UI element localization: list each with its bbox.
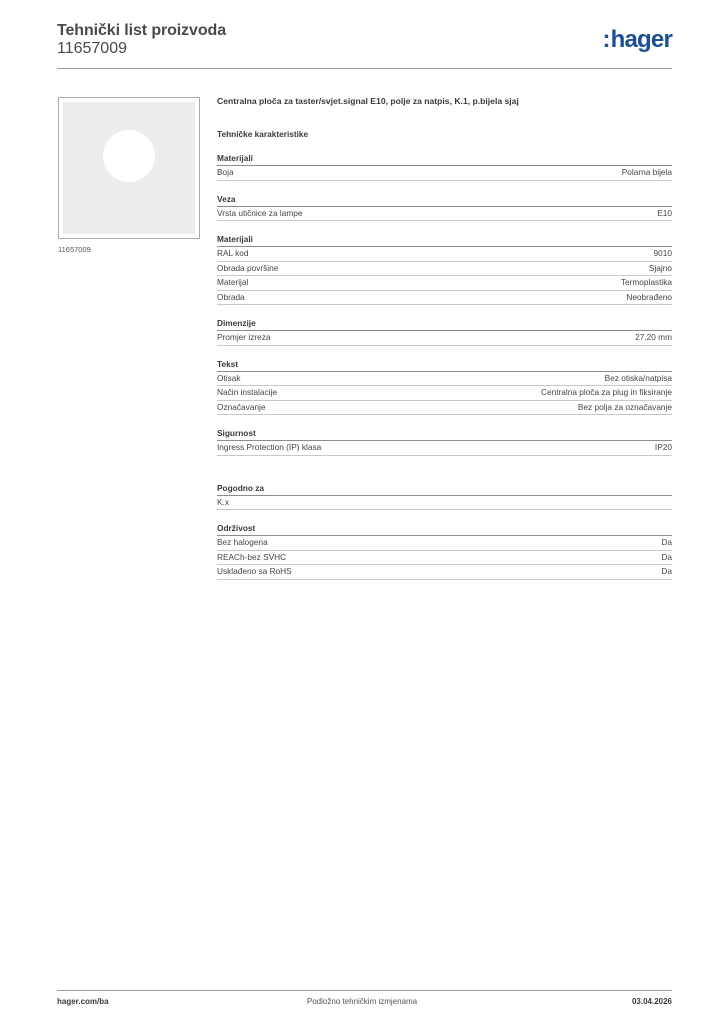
spec-label: Otisak xyxy=(217,372,241,383)
spec-label: Usklađeno sa RoHS xyxy=(217,566,292,576)
footer-website: hager.com/ba xyxy=(57,997,109,1006)
spec-label: Promjer izreza xyxy=(217,332,271,342)
spec-label: Ingress Protection (IP) klasa xyxy=(217,442,322,452)
spec-row xyxy=(217,372,672,387)
spec-label: RAL kod xyxy=(217,248,249,258)
spec-section xyxy=(217,153,672,181)
product-number: 11657009 xyxy=(57,40,127,57)
section-title: Materijali xyxy=(217,234,672,247)
product-image xyxy=(58,97,200,239)
spec-row xyxy=(217,401,672,416)
spec-row xyxy=(217,166,672,181)
logo-text: hager xyxy=(610,26,672,53)
cover-plate-graphic xyxy=(63,102,195,234)
spec-value: Termoplastika xyxy=(620,277,672,287)
product-description: Centralna ploča za taster/svjet.signal E10, polje za natpis, K.1, p.bijela sjaj xyxy=(217,96,519,106)
spec-value: Centralna ploča za plug in fiksiranje xyxy=(541,387,672,397)
spec-value: Neobrađeno xyxy=(626,291,672,302)
spec-value: Da xyxy=(661,566,672,576)
spec-row xyxy=(217,565,672,580)
spec-value: 9010 xyxy=(653,248,672,258)
center-hole-graphic xyxy=(103,130,155,182)
spec-label: REACh-bez SVHC xyxy=(217,551,287,562)
spec-row xyxy=(217,441,672,456)
hager-logo: :hager xyxy=(602,26,672,53)
footer-date: 03.04.2026 xyxy=(631,997,672,1006)
section-title: Dimenzije xyxy=(217,318,672,331)
spec-label: K.x xyxy=(217,496,229,507)
section-title: Pogodno za xyxy=(217,483,672,496)
spec-row xyxy=(217,386,672,401)
spec-row xyxy=(217,262,672,277)
spec-section xyxy=(217,359,672,416)
spec-section xyxy=(217,483,672,511)
spec-section xyxy=(217,318,672,346)
spec-row xyxy=(217,536,672,551)
spec-column xyxy=(217,96,672,580)
spec-label: Obrada xyxy=(217,291,245,302)
section-title: Sigurnost xyxy=(217,428,672,441)
spec-row xyxy=(217,496,672,511)
spec-value: E10 xyxy=(657,207,672,218)
section-title: Veza xyxy=(217,194,672,207)
spec-label: Označavanje xyxy=(217,401,266,412)
spec-row xyxy=(217,207,672,222)
spec-row xyxy=(217,247,672,262)
spec-value: Bez polja za označavanje xyxy=(577,401,672,412)
spec-label: Vrsta utičnice za lampe xyxy=(217,207,303,218)
section-title: Tekst xyxy=(217,359,672,372)
spec-section xyxy=(217,428,672,456)
spec-value: Bez otiska/natpisa xyxy=(604,372,672,383)
spec-row xyxy=(217,551,672,566)
spec-section xyxy=(217,234,672,305)
spec-value: 27,20 mm xyxy=(635,332,672,342)
footer-divider xyxy=(57,990,672,991)
spec-label: Materijal xyxy=(217,277,249,287)
page-title: Tehnički list proizvoda xyxy=(57,22,226,39)
section-title: Materijali xyxy=(217,153,672,166)
spec-section xyxy=(217,523,672,580)
footer-note: Podložno tehničkim izmjenama xyxy=(306,997,418,1006)
header-divider xyxy=(57,68,672,69)
tech-characteristics-heading: Tehničke karakteristike xyxy=(217,129,309,139)
spec-row xyxy=(217,291,672,306)
spec-label: Boja xyxy=(217,167,234,177)
spec-value: Polarna bijela xyxy=(621,167,672,177)
spec-value: Da xyxy=(661,537,672,547)
spec-label: Obrada površine xyxy=(217,262,279,273)
spec-value: IP20 xyxy=(654,442,672,452)
spec-section xyxy=(217,194,672,222)
spec-row xyxy=(217,276,672,291)
spec-value: Sjajno xyxy=(648,262,672,273)
spec-label: Način instalacije xyxy=(217,387,277,397)
image-caption: 11657009 xyxy=(58,245,91,254)
spec-row xyxy=(217,331,672,346)
spec-value: Da xyxy=(661,551,672,562)
spec-label: Bez halogena xyxy=(217,537,268,547)
section-title: Održivost xyxy=(217,523,672,536)
